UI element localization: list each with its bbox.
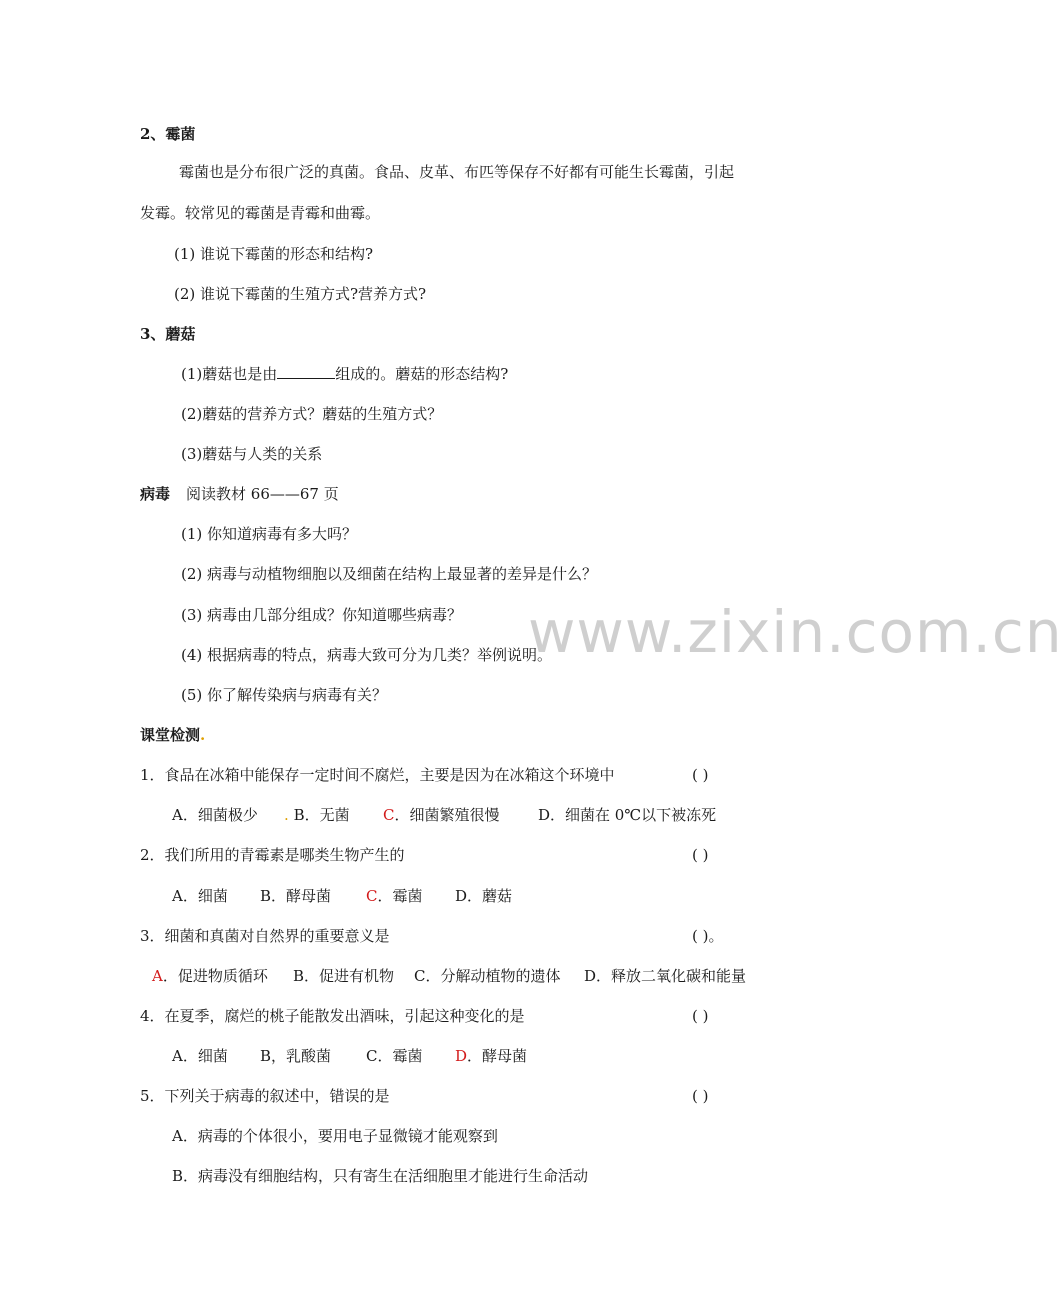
quiz-question-5-stem: 5．下列关于病毒的叙述中，错误的是	[140, 1087, 390, 1105]
quiz-question-3-option-a: A．促进物质循环	[152, 967, 268, 985]
quiz-question-1-option-a: A．细菌极少	[172, 806, 258, 824]
virus-question-1: (1) 你知道病毒有多大吗？	[181, 525, 358, 543]
mold-paragraph-line2: 发霉。较常见的霉菌是青霉和曲霉。	[140, 204, 381, 222]
quiz-question-2-answer-paren: ( )	[692, 846, 709, 864]
virus-reading-assignment: 阅读教材 66——67 页	[186, 485, 339, 503]
quiz-question-4-option-b: B，乳酸菌	[260, 1047, 332, 1065]
quiz-question-2-option-b: B．酵母菌	[260, 887, 332, 905]
quiz-question-4-answer-paren: ( )	[692, 1007, 709, 1025]
quiz-question-5-option-b: B．病毒没有细胞结构，只有寄生在活细胞里才能进行生命活动	[172, 1167, 589, 1185]
quiz-question-4-option-c: C．霉菌	[366, 1047, 423, 1065]
quiz-question-1-option-c: C．细菌繁殖很慢	[383, 806, 500, 824]
fill-in-blank	[277, 364, 335, 379]
mold-question-2: (2) 谁说下霉菌的生殖方式?营养方式?	[174, 285, 427, 303]
mold-paragraph-line1: 霉菌也是分布很广泛的真菌。食品、皮革、布匹等保存不好都有可能生长霉菌，引起	[179, 163, 735, 181]
quiz-question-4-stem: 4．在夏季，腐烂的桃子能散发出酒味，引起这种变化的是	[140, 1007, 525, 1025]
watermark: www.zixin.com.cn	[528, 598, 1063, 666]
quiz-question-3-stem: 3．细菌和真菌对自然界的重要意义是	[140, 927, 390, 945]
virus-question-5: (5) 你了解传染病与病毒有关？	[181, 686, 388, 704]
virus-heading-line	[140, 484, 339, 504]
quiz-question-3-option-d: D．释放二氧化碳和能量	[584, 967, 747, 985]
quiz-question-2-stem: 2．我们所用的青霉素是哪类生物产生的	[140, 846, 405, 864]
quiz-question-3-option-c: C．分解动植物的遗体	[414, 967, 561, 985]
quiz-question-3-answer-paren: ( )。	[692, 927, 724, 945]
quiz-question-5-option-a: A．病毒的个体很小，要用电子显微镜才能观察到	[172, 1127, 498, 1145]
mushroom-heading: 3、蘑菇	[140, 325, 196, 343]
virus-question-4: (4) 根据病毒的特点，病毒大致可分为几类？举例说明。	[181, 646, 553, 664]
quiz-question-5-answer-paren: ( )	[692, 1087, 709, 1105]
quiz-question-4-option-a: A．细菌	[172, 1047, 228, 1065]
virus-heading: 病毒	[140, 485, 171, 503]
quiz-question-1-option-b: . B．无菌	[284, 806, 350, 824]
quiz-question-1-answer-paren: ( )	[692, 766, 709, 784]
quiz-question-2-option-c: C．霉菌	[366, 887, 423, 905]
virus-question-2: (2) 病毒与动植物细胞以及细菌在结构上最显著的差异是什么？	[181, 565, 598, 583]
mushroom-question-2: (2)蘑菇的营养方式？蘑菇的生殖方式？	[181, 405, 443, 423]
mushroom-q1-suffix: 组成的。蘑菇的形态结构?	[335, 365, 509, 383]
mushroom-question-3: (3)蘑菇与人类的关系	[181, 445, 323, 463]
quiz-question-1-option-d: D．细菌在 0℃以下被冻死	[538, 806, 717, 824]
mushroom-q1-prefix: (1)蘑菇也是由	[181, 365, 278, 383]
virus-question-3: (3) 病毒由几部分组成？你知道哪些病毒？	[181, 606, 463, 624]
quiz-question-1-stem: 1．食品在冰箱中能保存一定时间不腐烂，主要是因为在冰箱这个环境中	[140, 766, 615, 784]
quiz-question-4-option-d: D．酵母菌	[455, 1047, 528, 1065]
quiz-heading: 课堂检测.	[140, 726, 206, 744]
quiz-question-2-option-d: D．蘑菇	[455, 887, 513, 905]
quiz-question-3-option-b: B．促进有机物	[293, 967, 395, 985]
quiz-question-2-option-a: A．细菌	[172, 887, 228, 905]
mold-heading: 2、霉菌	[140, 125, 196, 143]
mushroom-question-1	[181, 364, 508, 384]
mold-question-1: (1) 谁说下霉菌的形态和结构?	[174, 245, 374, 263]
